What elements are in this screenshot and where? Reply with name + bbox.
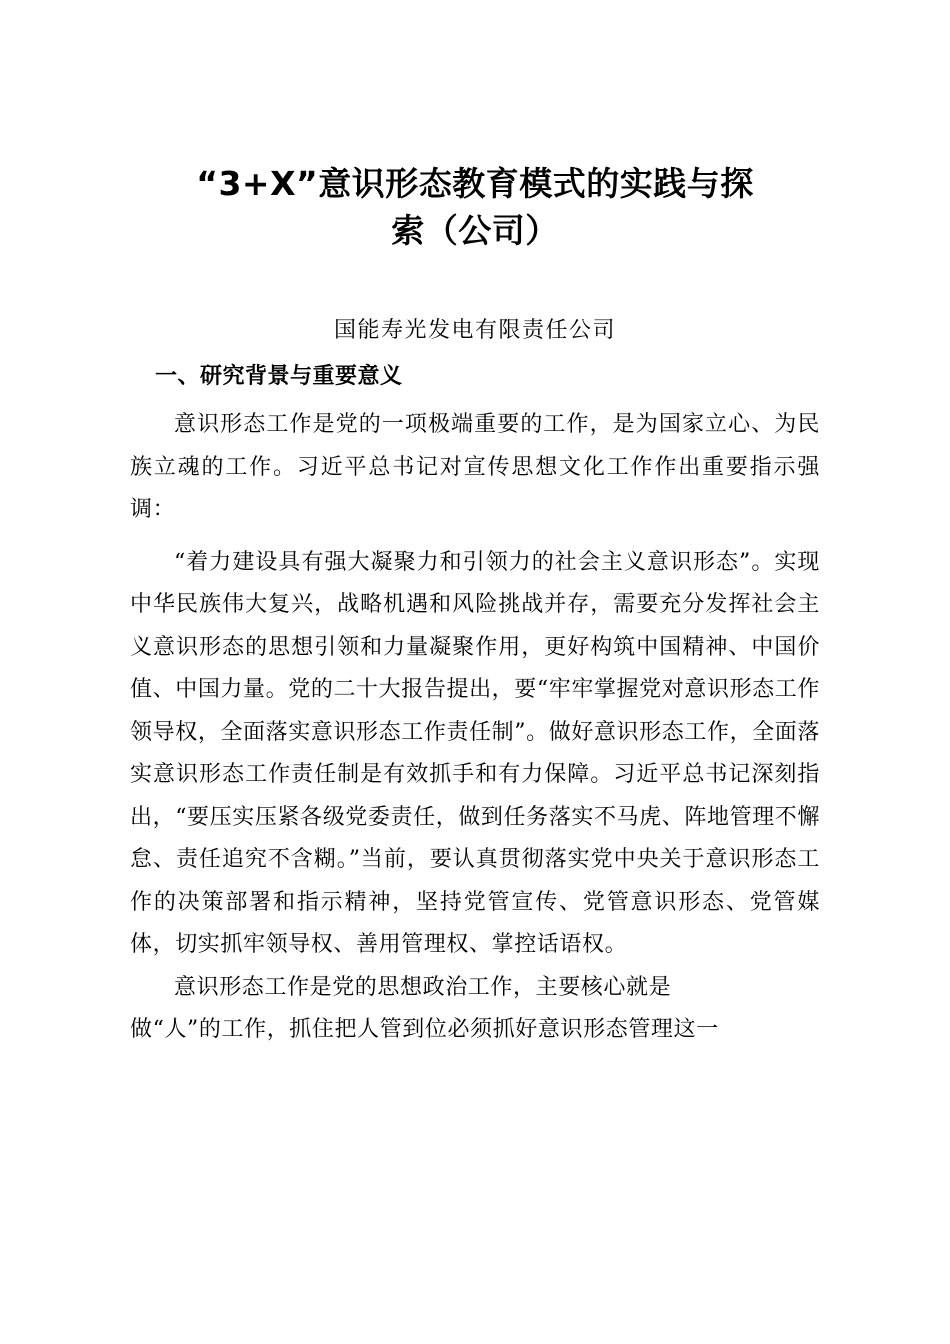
page-title-line-1: “3+X”意识形态教育模式的实践与探 bbox=[196, 164, 754, 203]
page-title bbox=[130, 0, 820, 254]
body-paragraph-2: “着力建设具有强大凝聚力和引领力的社会主义意识形态”。实现中华民族伟大复兴，战略机遇和风险挑战并存，需要充分发挥社会主义意识形态的思想引领和力量凝聚作用，更好构筑中国精神、中国价值、中国力量。党的二十大报告提出，要“牢牢掌握党对意识形态工作领导权，全面落实意识形态工作责任制”。做好意识形态工作，全面落实意识形态工作责任制是有效抓手和有力保障。习近平总书记深刻指出，“要压实压紧各级党委责任，做到任务落实不马虎、阵地管理不懈怠、责任追究不含糊。”当前，要认真贯彻落实党中央关于意识形态工作的决策部署和指示精神，坚持党管宣传、党管意识形态、党管媒体，切实抓牢领导权、善用管理权、掌控话语权。 bbox=[130, 549, 820, 957]
body-paragraph-1: 意识形态工作是党的一项极端重要的工作，是为国家立心、为民族立魂的工作。习近平总书记对宣传思想文化工作作出重要指示强调： bbox=[130, 412, 820, 522]
body-paragraph-3-line-2: 做“人”的工作，抓住把人管到位必须抓好意识形态管理这一 bbox=[130, 1017, 719, 1042]
organization-subtitle: 国能寿光发电有限责任公司 bbox=[333, 318, 616, 343]
section-heading-1: 一、研究背景与重要意义 bbox=[155, 364, 403, 389]
body-paragraph-3 bbox=[130, 967, 820, 1052]
page-title-line-2: 索（公司） bbox=[391, 211, 559, 250]
body-paragraph-3-line-1: 意识形态工作是党的思想政治工作，主要核心就是 bbox=[174, 974, 672, 1000]
document-body bbox=[130, 0, 820, 1052]
